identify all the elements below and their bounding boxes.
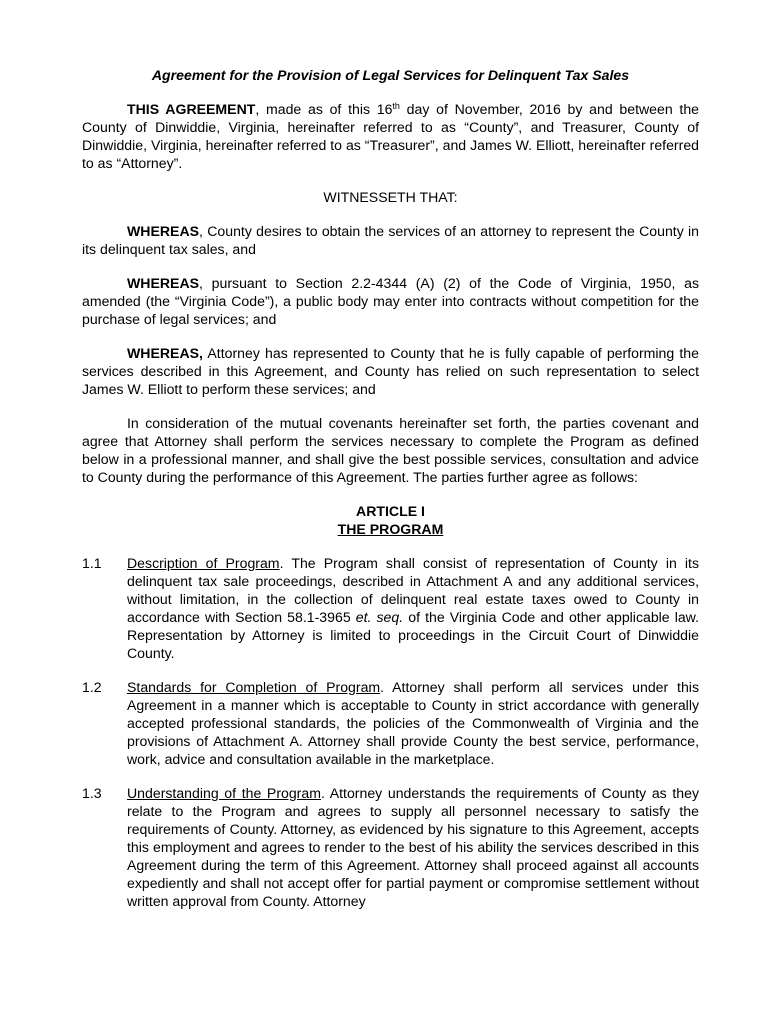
document-title: Agreement for the Provision of Legal Services for Delinquent Tax Sales — [151, 67, 630, 83]
section-italic-text: et. seq. — [355, 609, 404, 625]
section-text: . Attorney shall perform all services under this Agreement in a manner which is acceptable to County in strict accordance with generally accepted professional standards, the policies of the Commonwealth of Virginia and the provisions of Attachment A. Attorney shall provide County the best service, performance, work, advice and consultation available in the marketplace. — [127, 679, 699, 767]
document-page — [82, 66, 699, 910]
section-1-1 — [82, 554, 699, 662]
consideration-paragraph: In consideration of the mutual covenants hereinafter set forth, the parties covenant and agree that Attorney shall perform the services necessary to complete the Program as defined below in a professional manner, and shall give the best possible services, consultation and advice to County during the performance of this Agreement. The parties further agree as follows: — [82, 415, 699, 485]
witnesseth-heading: WITNESSETH THAT: — [323, 189, 458, 205]
whereas-lead-2: WHEREAS — [127, 275, 200, 291]
article-name: THE PROGRAM — [337, 521, 444, 537]
whereas-lead-1: WHEREAS — [127, 223, 200, 239]
section-heading: Understanding of the Program — [127, 785, 321, 801]
section-body — [127, 784, 699, 910]
section-1-3 — [82, 784, 699, 910]
section-text: . Attorney understands the requirements of County as they relate to the Program and agrees to supply all personnel necessary to satisfy the requirements of County. Attorney, as evidenced by his signature to this Agreement, accepts this employment and agrees to render to the best of his ability the services described in this Agreement during the term of this Agreement. Attorney shall proceed against all accounts expediently and shall not accept offer for partial payment or compromise settlement without written approval from County. Attorney — [127, 785, 699, 909]
intro-superscript: th — [392, 101, 400, 111]
intro-text-1: , made as of this 16 — [255, 101, 393, 117]
intro-lead: THIS AGREEMENT — [127, 101, 256, 117]
whereas-paragraph-2 — [82, 274, 699, 328]
article-heading — [82, 502, 699, 538]
section-number: 1.2 — [82, 679, 102, 695]
whereas-text-2: , pursuant to Section 2.2-4344 (A) (2) of the Code of Virginia, 1950, as amended (the “Virginia Code”), a public body may enter into contracts without competition for the purchase of legal services; and — [82, 275, 699, 327]
whereas-text-3: Attorney has represented to County that he is fully capable of performing the services described in this Agreement, and County has relied on such representation to select James W. Elliott to perform these services; and — [82, 345, 699, 397]
section-number: 1.3 — [82, 785, 102, 801]
section-text-1: . The Program shall consist of representation of County in its delinquent tax sale proceedings, described in Attachment A and any additional services, without limitation, in the collection of delinquent real estate taxes owed to County in accordance with Section 58.1-3965 — [127, 555, 700, 625]
section-body — [127, 554, 699, 662]
section-1-2 — [82, 678, 699, 768]
article-number: ARTICLE I — [356, 503, 425, 519]
section-body — [127, 678, 699, 768]
whereas-lead-3: WHEREAS, — [127, 345, 203, 361]
whereas-paragraph-3 — [82, 344, 699, 398]
whereas-paragraph-1 — [82, 222, 699, 258]
section-heading: Description of Program — [127, 555, 280, 571]
whereas-text-1: , County desires to obtain the services of an attorney to represent the County in its delinquent tax sales, and — [82, 223, 699, 257]
intro-paragraph — [82, 100, 699, 172]
section-number: 1.1 — [82, 555, 102, 571]
intro-text-2: day of November, 2016 by and between the County of Dinwiddie, Virginia, hereinafter referred to as “County”, and Treasurer, County of Dinwiddie, Virginia, hereinafter referred to as “Treasurer”, and James W. Elliott, hereinafter referred to as “Attorney”. — [82, 101, 700, 171]
section-heading: Standards for Completion of Program — [127, 679, 381, 695]
section-text-2: of the Virginia Code and other applicable law. Representation by Attorney is limited to proceedings in the Circuit Court of Dinwiddie County. — [127, 609, 699, 661]
